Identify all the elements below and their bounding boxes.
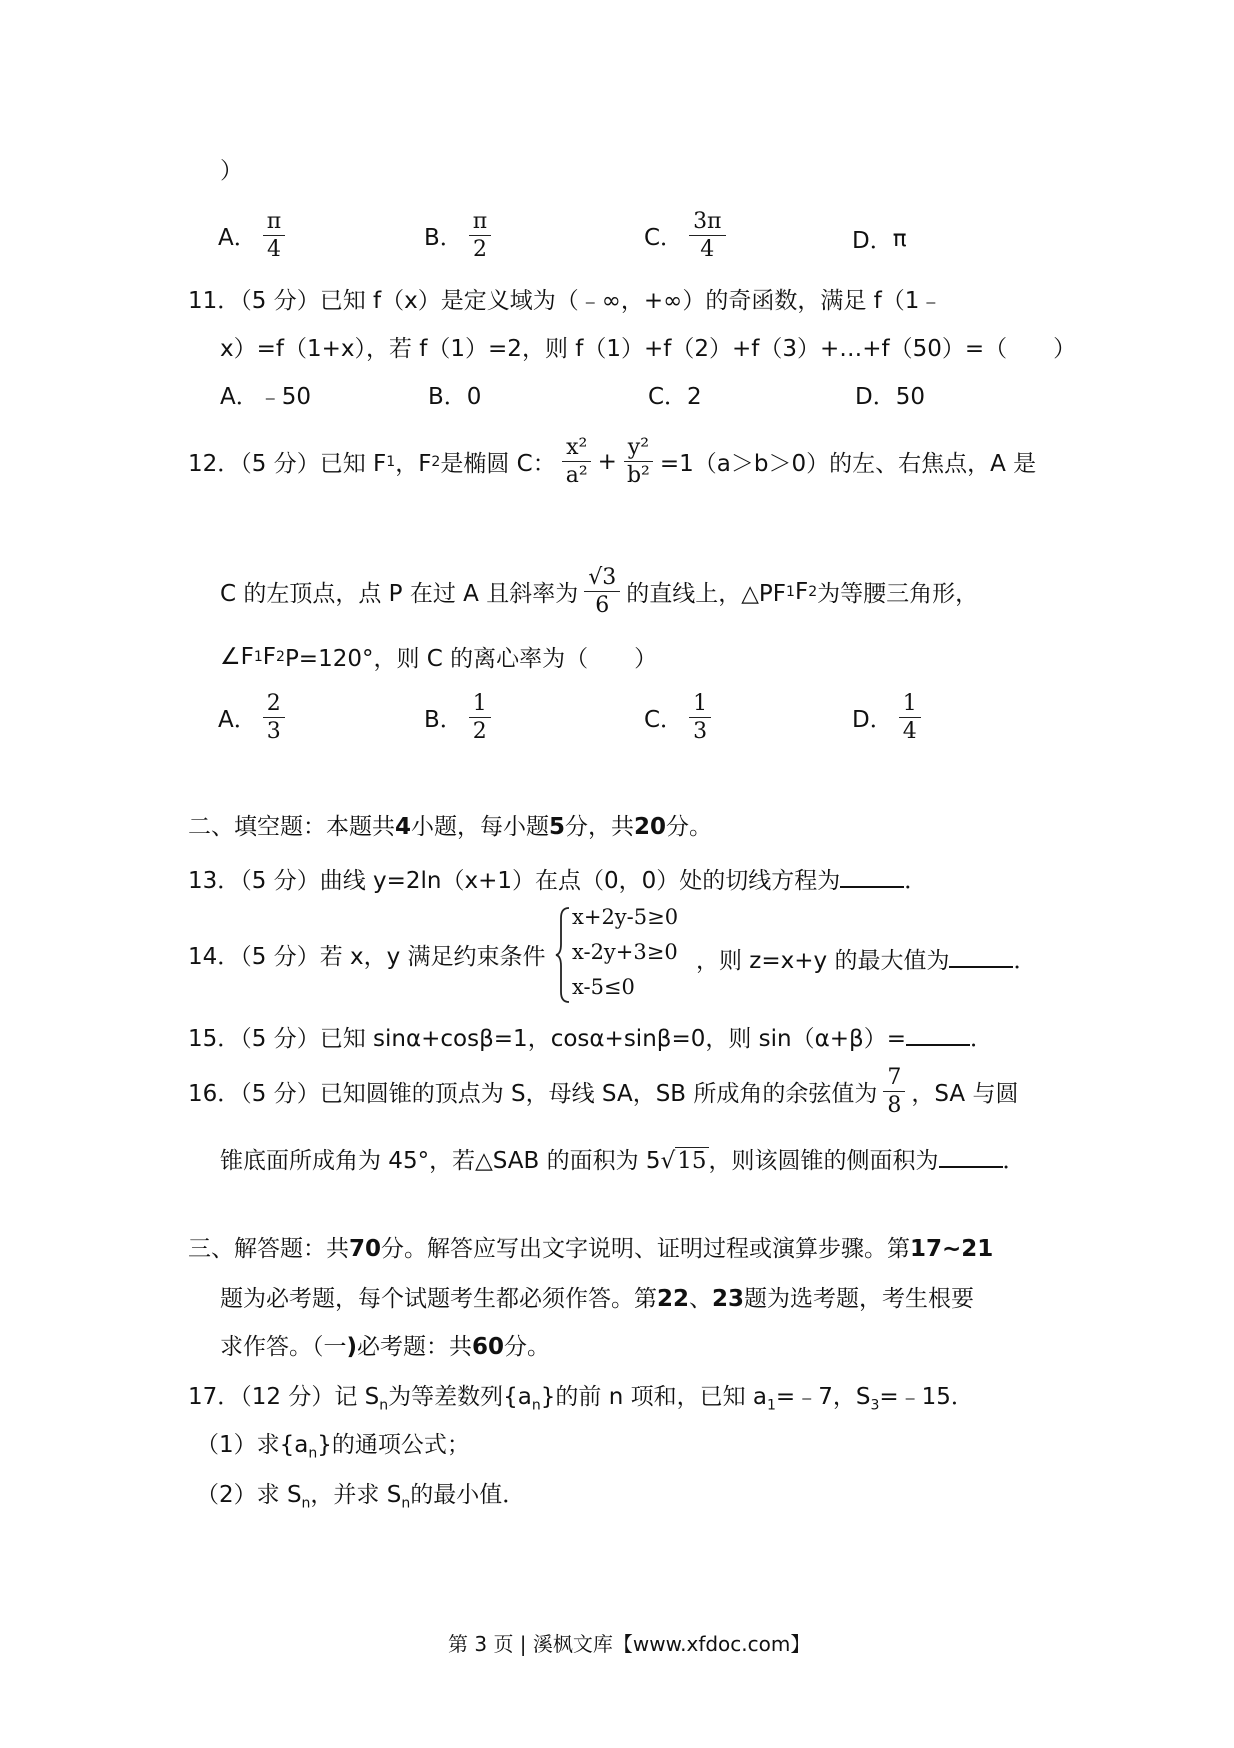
ellipse-x-fraction: $\frac{\text{x²}}{\text{a²}}$ — [562, 436, 592, 487]
constraint-3: x-5≤0 — [572, 975, 635, 999]
fraction: $\frac{2}{3}$ — [263, 692, 285, 743]
q12-line1: 12．（5 分）已知 F 1 ，F 2 是椭圆 C： $\frac{\text{x²}}{\text{a²}}$ + $\frac{\text{y²}}{\text{b²}}$ =1（a＞b＞0）的左、右焦点，A 是 — [188, 435, 1037, 489]
fraction: $\frac{\pi}{2}$ — [469, 210, 491, 261]
left-brace — [555, 906, 571, 1004]
q10-option-a — [218, 210, 291, 261]
answer-blank — [840, 866, 904, 888]
q11-option-a: A．﹣50 — [220, 384, 312, 410]
section2-heading: 二、填空题：本题共4小题，每小题5分，共20分。 — [188, 814, 713, 840]
q12-option-c: C． $\frac{1}{3}$ — [644, 692, 717, 743]
ellipse-y-fraction: $\frac{\text{y²}}{\text{b²}}$ — [623, 436, 654, 487]
section3-line1: 三、解答题：共70分。解答应写出文字说明、证明过程或演算步骤。第17~21 — [188, 1236, 994, 1262]
q14-prefix: 14．（5 分）若 x，y 满足约束条件 — [188, 944, 546, 970]
fraction: $\frac{1}{2}$ — [469, 692, 491, 743]
q12-line2: C 的左顶点，点 P 在过 A 且斜率为 $\frac{√3}{6}$ 的直线上，△PF 1 F 2 为等腰三角形， — [220, 565, 979, 619]
q11-option-d: D．50 — [855, 384, 925, 410]
q11-line2: x）=f（1+x），若 f（1）=2，则 f（1）+f（2）+f（3）+…+f（50）=（ ） — [220, 336, 1077, 362]
fraction: $\frac{3\pi}{4}$ — [689, 210, 725, 261]
cos-fraction: $\frac{7}{8}$ — [883, 1066, 905, 1117]
q12-line3: ∠F 1 F 2 P=120°，则 C 的离心率为（ ） — [220, 643, 658, 672]
page-footer: 第 3 页 | 溪枫文库【www.xfdoc.com】 — [448, 1632, 811, 1656]
fraction: $\frac{1}{3}$ — [689, 692, 711, 743]
constraint-1: x+2y-5≥0 — [572, 905, 679, 929]
q10-option-d — [852, 222, 907, 255]
option-label: D． — [852, 228, 893, 254]
q12-option-b: B． $\frac{1}{2}$ — [424, 692, 497, 743]
q16-line1: 16．（5 分）已知圆锥的顶点为 S，母线 SA，SB 所成角的余弦值为 $\frac{7}{8}$ ，SA 与圆 — [188, 1065, 1019, 1119]
option-label: B． — [424, 225, 463, 252]
answer-blank — [939, 1146, 1003, 1168]
q10-continuation: ） — [220, 158, 243, 184]
q16-line2: 锥底面所成角为 45°，若△SAB 的面积为 5√15，则该圆锥的侧面积为 ． — [220, 1148, 1026, 1174]
slope-fraction: $\frac{√3}{6}$ — [584, 566, 620, 617]
q17: 17．（12 分）记 $S_n$为等差数列$\{a_n\}$的前 n 项和，已知 $a_1=﹣7$，$S_3=﹣15$． — [188, 1384, 974, 1414]
q11-line1: 11．（5 分）已知 f（x）是定义域为（﹣∞，+∞）的奇函数，满足 f（1﹣ — [188, 288, 943, 314]
q13: 13．（5 分）曲线 y=2ln（x+1）在点（0，0）处的切线方程为 ． — [188, 868, 928, 894]
section3-line3: 求作答。（一)必考题：共60分。 — [220, 1334, 551, 1360]
option-label: A． — [218, 225, 257, 252]
sqrt: √15 — [660, 1148, 707, 1174]
q17-part2: （2）求 $S_n$，并求 $S_n$的最小值． — [196, 1482, 526, 1512]
q12-option-a: A． $\frac{2}{3}$ — [218, 692, 291, 743]
q17-part1: （1）求$\{a_n\}$的通项公式； — [196, 1432, 470, 1462]
q10-option-b — [424, 210, 497, 261]
q11-option-c: C．2 — [648, 384, 702, 410]
q14-suffix: ，则 z=x+y 的最大值为 ． — [696, 948, 1037, 974]
answer-blank — [906, 1024, 970, 1046]
q15: 15．（5 分）已知 sinα+cosβ=1，cosα+sinβ=0，则 sin（α+β）= ． — [188, 1026, 993, 1052]
q12-option-d: D． $\frac{1}{4}$ — [852, 692, 927, 743]
fraction: $\frac{\pi}{4}$ — [263, 210, 285, 261]
q11-option-b: B．0 — [428, 384, 482, 410]
option-value: π — [892, 225, 907, 252]
q10-option-c — [644, 210, 732, 261]
section3-line2: 题为必考题，每个试题考生都必须作答。第22、23题为选考题，考生根要 — [220, 1286, 975, 1312]
fraction: $\frac{1}{4}$ — [899, 692, 921, 743]
constraint-2: x-2y+3≥0 — [572, 940, 678, 964]
option-label: C． — [644, 225, 684, 252]
answer-blank — [949, 946, 1013, 968]
